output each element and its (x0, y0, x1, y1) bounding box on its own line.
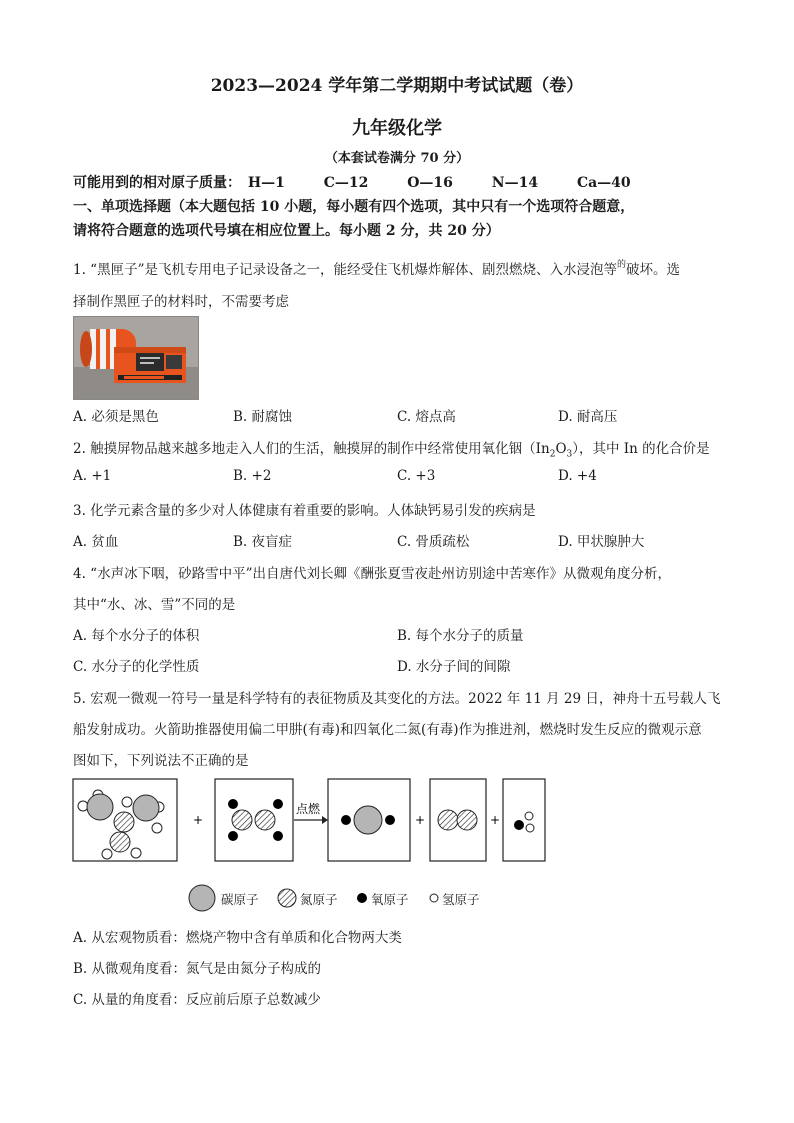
q3-option-b[interactable]: B. 夜盲症 (233, 534, 293, 550)
legend-oxygen-label: 氧原子 (371, 892, 409, 907)
product-n2-box (430, 779, 486, 861)
q4-option-a[interactable]: A. 每个水分子的体积 (73, 628, 200, 644)
atomic-mass-h: H—1 (247, 175, 285, 191)
atomic-mass-c: C—12 (323, 175, 369, 191)
q4-option-b[interactable]: B. 每个水分子的质量 (397, 628, 524, 644)
atomic-mass-n: N—14 (491, 175, 539, 191)
legend-carbon-label: 碳原子 (221, 892, 259, 907)
ignition-label: 点燃 (296, 802, 321, 816)
oxygen-atom-icon (357, 893, 367, 903)
reaction-micro-diagram (70, 776, 550, 866)
q4-option-c[interactable]: C. 水分子的化学性质 (73, 659, 200, 675)
q5-stem-line2: 船发射成功。火箭助推器使用偏二甲肼(有毒)和四氧化二氮(有毒)作为推进剂，燃烧时发生反应的微观示意 (73, 722, 702, 738)
atomic-mass-o: O—16 (407, 175, 453, 191)
black-box-photo (73, 316, 199, 400)
q3-option-d[interactable]: D. 甲状腺肿大 (558, 534, 645, 550)
carbon-atom-icon (189, 885, 215, 911)
black-box-device-image (74, 317, 198, 399)
q4-option-d[interactable]: D. 水分子间的间隙 (397, 659, 511, 675)
q1-option-b[interactable]: B. 耐腐蚀 (233, 409, 293, 425)
atomic-mass-label: 可能用到的相对原子质量： (73, 175, 241, 191)
legend-hydrogen-label: 氢原子 (442, 892, 480, 907)
q4-stem-line1: 4. “水声冰下咽，砂路雪中平”出自唐代刘长卿《酬张夏雪夜赴州访别途中苦寒作》从微观角度分析， (73, 566, 671, 582)
q5-stem-line3: 图如下，下列说法不正确的是 (73, 753, 249, 769)
q5-option-c[interactable]: C. 从量的角度看：反应前后原子总数减少 (73, 992, 321, 1008)
plus-sign-2: + (415, 813, 426, 827)
section1-heading-line1: 一、单项选择题（本大题包括 10 小题，每小题有四个选项，其中只有一个选项符合题意， (73, 199, 635, 215)
q3-option-c[interactable]: C. 骨质疏松 (397, 534, 470, 550)
q2-option-b[interactable]: B. +2 (233, 468, 272, 484)
reactant-dimethylhydrazine-box (73, 779, 177, 861)
q1-option-a[interactable]: A. 必须是黑色 (73, 409, 159, 425)
plus-sign-1: + (193, 813, 204, 827)
q1-stem-line1: 1. “黑匣子”是飞机专用电子记录设备之一，能经受住飞机爆炸解体、剧烈燃烧、入水浸泡等$^的$破坏。选 (73, 260, 680, 278)
atomic-mass-line (73, 172, 631, 192)
q2-stem: 2. 触摸屏物品越来越多地走入人们的生活，触摸屏的制作中经常使用氧化铟$(In_2O_3)$，其中 In 的化合价是 (73, 441, 710, 460)
plus-sign-3: + (490, 813, 501, 827)
indium-oxide-formula: $In_2O_3$ (535, 441, 573, 460)
q3-option-a[interactable]: A. 贫血 (73, 534, 119, 550)
q2-option-c[interactable]: C. +3 (397, 468, 436, 484)
q1-option-c[interactable]: C. 熔点高 (397, 409, 456, 425)
product-h2o-box (503, 779, 545, 861)
q2-option-a[interactable]: A. +1 (73, 468, 112, 484)
q4-stem-line2: 其中“水、冰、雪”不同的是 (73, 597, 236, 613)
q5-option-b[interactable]: B. 从微观角度看：氮气是由氮分子构成的 (73, 961, 322, 977)
arrow-head-icon (322, 816, 328, 824)
legend-nitrogen-label: 氮原子 (300, 892, 338, 907)
q3-stem: 3. 化学元素含量的多少对人体健康有着重要的影响。人体缺钙易引发的疾病是 (73, 503, 536, 519)
q5-option-a[interactable]: A. 从宏观物质看：燃烧产物中含有单质和化合物两大类 (73, 930, 402, 946)
reactant-n2o4-box (215, 779, 293, 861)
product-co2-box (328, 779, 410, 861)
full-mark-note: （本套试卷满分 70 分） (324, 151, 470, 166)
nitrogen-atom-icon (278, 889, 296, 907)
q5-stem-line1: 5. 宏观一微观一符号一量是科学特有的表征物质及其变化的方法。2022 年 11 月 29 日，神舟十五号载人飞 (73, 691, 721, 707)
atomic-mass-ca: Ca—40 (576, 175, 631, 191)
exam-subtitle: 九年级化学 (352, 118, 442, 139)
exam-title: 2023—2024 学年第二学期期中考试试题（卷） (210, 76, 584, 96)
hydrogen-atom-icon (430, 894, 438, 902)
q1-stem-line2: 择制作黑匣子的材料时，不需要考虑 (73, 294, 289, 310)
section1-heading-line2: 请将符合题意的选项代号填在相应位置上。每小题 2 分，共 20 分） (73, 223, 500, 239)
q2-option-d[interactable]: D. +4 (558, 468, 597, 484)
q1-option-d[interactable]: D. 耐高压 (558, 409, 618, 425)
